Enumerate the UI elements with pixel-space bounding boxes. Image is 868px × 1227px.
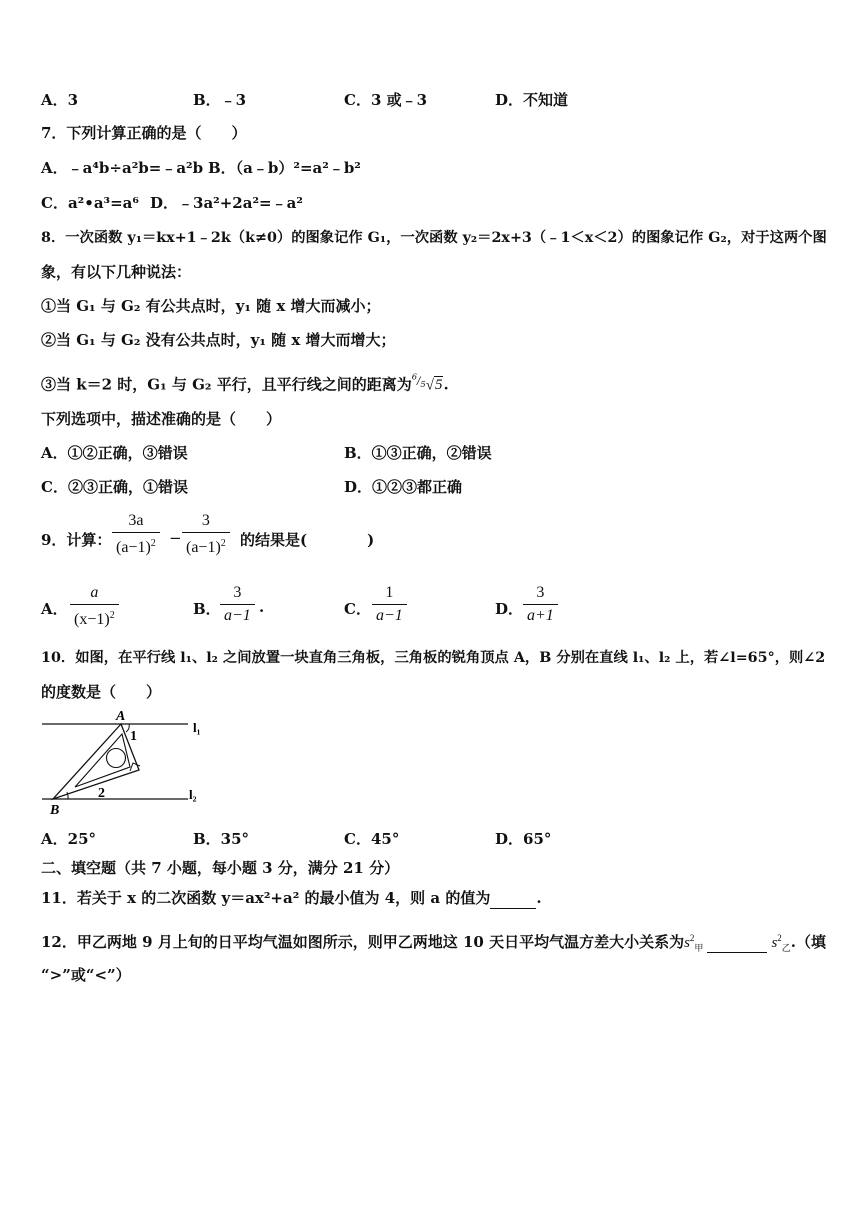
triangle-ruler-outer	[53, 724, 139, 799]
q8-option-c: C．②③正确，①错误	[41, 478, 188, 496]
q9-suffix: 的结果是( )	[240, 531, 375, 549]
q8-option-a: A．①②正确，③错误	[41, 444, 188, 462]
q9-option-b-label: B．	[193, 600, 221, 618]
q12-text: 12．甲乙两地 9 月上旬的日平均气温如图所示，则甲乙两地这 10 天日平均气温方差大小关系为	[41, 933, 685, 951]
q7-option-d: D．﹣3a²+2a²=﹣a²	[150, 194, 303, 212]
q7-stem: 7．下列计算正确的是（ ）	[41, 124, 247, 142]
label-angle-1: 1	[130, 729, 137, 744]
q7-option-a: A．﹣a⁴b÷a²b=﹣a²b	[41, 159, 204, 177]
q9-option-d-fraction	[523, 584, 558, 625]
q8-statement-2: ②当 G₁ 与 G₂ 没有公共点时，y₁ 随 x 增大而增大；	[41, 331, 396, 349]
q6-option-d: D．不知道	[495, 91, 569, 109]
q9-frac2-den: $(a-1)^2$	[182, 532, 230, 557]
q9-prefix: 9．计算：	[41, 531, 112, 549]
q8-sqrt: √5	[425, 377, 443, 394]
q9-optd-den: a+1	[523, 604, 558, 625]
q12	[41, 928, 826, 958]
q9-option-b-end: .	[259, 598, 265, 616]
label-angle-2: 2	[98, 786, 105, 801]
q11-answer-blank[interactable]	[490, 888, 536, 909]
q9-opta-den: $(x-1)^2$	[70, 604, 119, 629]
q6-option-a: A．3	[41, 91, 79, 109]
q10-stem-line2: 的度数是（ ）	[41, 683, 162, 701]
q9-optb-den: a−1	[220, 604, 255, 625]
label-a: A	[116, 709, 126, 724]
q9-option-a-fraction	[70, 584, 119, 629]
q8-stem-line2: 象，有以下几种说法：	[41, 263, 192, 281]
q10-option-b: B．35°	[193, 830, 250, 848]
q9-option-d-label: D．	[495, 600, 524, 618]
q11-text: 11．若关于 x 的二次函数 y＝ax²+a² 的最小值为 4，则 a 的值为	[41, 889, 491, 907]
q9-optc-den: a−1	[372, 604, 407, 625]
q9-fraction-1	[112, 512, 160, 557]
q10-figure	[38, 708, 208, 820]
q8-stem-line1: 8．一次函数 y₁＝kx+1﹣2k（k≠0）的图象记作 G₁，一次函数 y₂＝2x+3（﹣1＜x＜2）的图象记作 G₂，对于这两个图	[41, 230, 827, 246]
q9-minus: −	[169, 529, 182, 547]
q10-option-a: A．25°	[41, 830, 97, 848]
q8-question: 下列选项中，描述准确的是（ ）	[41, 410, 282, 428]
q8-radicand: 5	[434, 377, 443, 394]
label-l1: l₁	[193, 720, 201, 735]
q9-fraction-2	[182, 512, 230, 557]
q8-statement-1: ①当 G₁ 与 G₂ 有公共点时，y₁ 随 x 增大而减小；	[41, 297, 381, 315]
q9-option-c-label: C．	[344, 600, 371, 618]
q9-optb-num: 3	[233, 584, 242, 601]
q9-frac1-den: $(a-1)^2$	[112, 532, 160, 557]
triangle-ruler-inner	[75, 734, 130, 787]
q8-distance-fraction: 6/5	[411, 372, 426, 390]
q8-frac-den: 5	[420, 379, 426, 390]
q9-option-a-label: A．	[41, 600, 68, 618]
q8-frac-num: 6	[411, 372, 418, 382]
q8-option-b: B．①③正确，②错误	[344, 444, 492, 462]
q9-frac1-num: 3a	[128, 512, 144, 529]
angle-2-arc	[67, 792, 68, 799]
q10-option-c: C．45°	[344, 830, 400, 848]
q11	[41, 888, 542, 909]
q6-option-b: B．﹣3	[193, 91, 247, 109]
q9-optc-num: 1	[385, 584, 394, 601]
section-2-heading: 二、填空题（共 7 小题，每小题 3 分，满分 21 分）	[41, 859, 400, 877]
q7-option-b: B．（a﹣b）²=a²﹣b²	[208, 159, 361, 177]
q9-stem	[41, 510, 821, 570]
q9-option-b-fraction	[220, 584, 255, 625]
q12-line2: “>”或“<”）	[41, 966, 131, 984]
q8-statement-3-text: ③当 k＝2 时，G₁ 与 G₂ 平行，且平行线之间的距离为	[41, 375, 412, 394]
q8-option-d: D．①②③都正确	[344, 478, 463, 496]
q9-optd-num: 3	[536, 584, 545, 601]
q12-answer-blank[interactable]	[707, 932, 767, 953]
angle-1-arc	[126, 724, 129, 732]
q10-stem-line1: 10．如图，在平行线 l₁、l₂ 之间放置一块直角三角板，三角板的锐角顶点 A，B 分别在直线 l₁、l₂ 上，若∠l=65°，则∠2	[41, 650, 826, 666]
q8-statement-3-end: .	[443, 375, 449, 394]
q12-s-jia: $s^2_甲$	[684, 933, 704, 953]
q7-option-c: C．a²•a³=a⁶	[41, 194, 139, 212]
q12-s-yi: $s^2_乙$	[771, 933, 791, 953]
q9-options	[41, 584, 821, 644]
q9-option-c-fraction	[372, 584, 407, 625]
q10-option-d: D．65°	[495, 830, 552, 848]
label-b: B	[50, 803, 60, 818]
q6-option-c: C．3 或﹣3	[344, 91, 428, 109]
q9-opta-num: a	[90, 584, 99, 601]
q12-end: .（填	[790, 933, 827, 951]
q9-frac2-num: 3	[201, 512, 210, 529]
q11-end: .	[536, 889, 542, 907]
ruler-hole	[107, 749, 126, 768]
q8-statement-3	[41, 367, 449, 395]
label-l2: l₂	[189, 787, 197, 802]
